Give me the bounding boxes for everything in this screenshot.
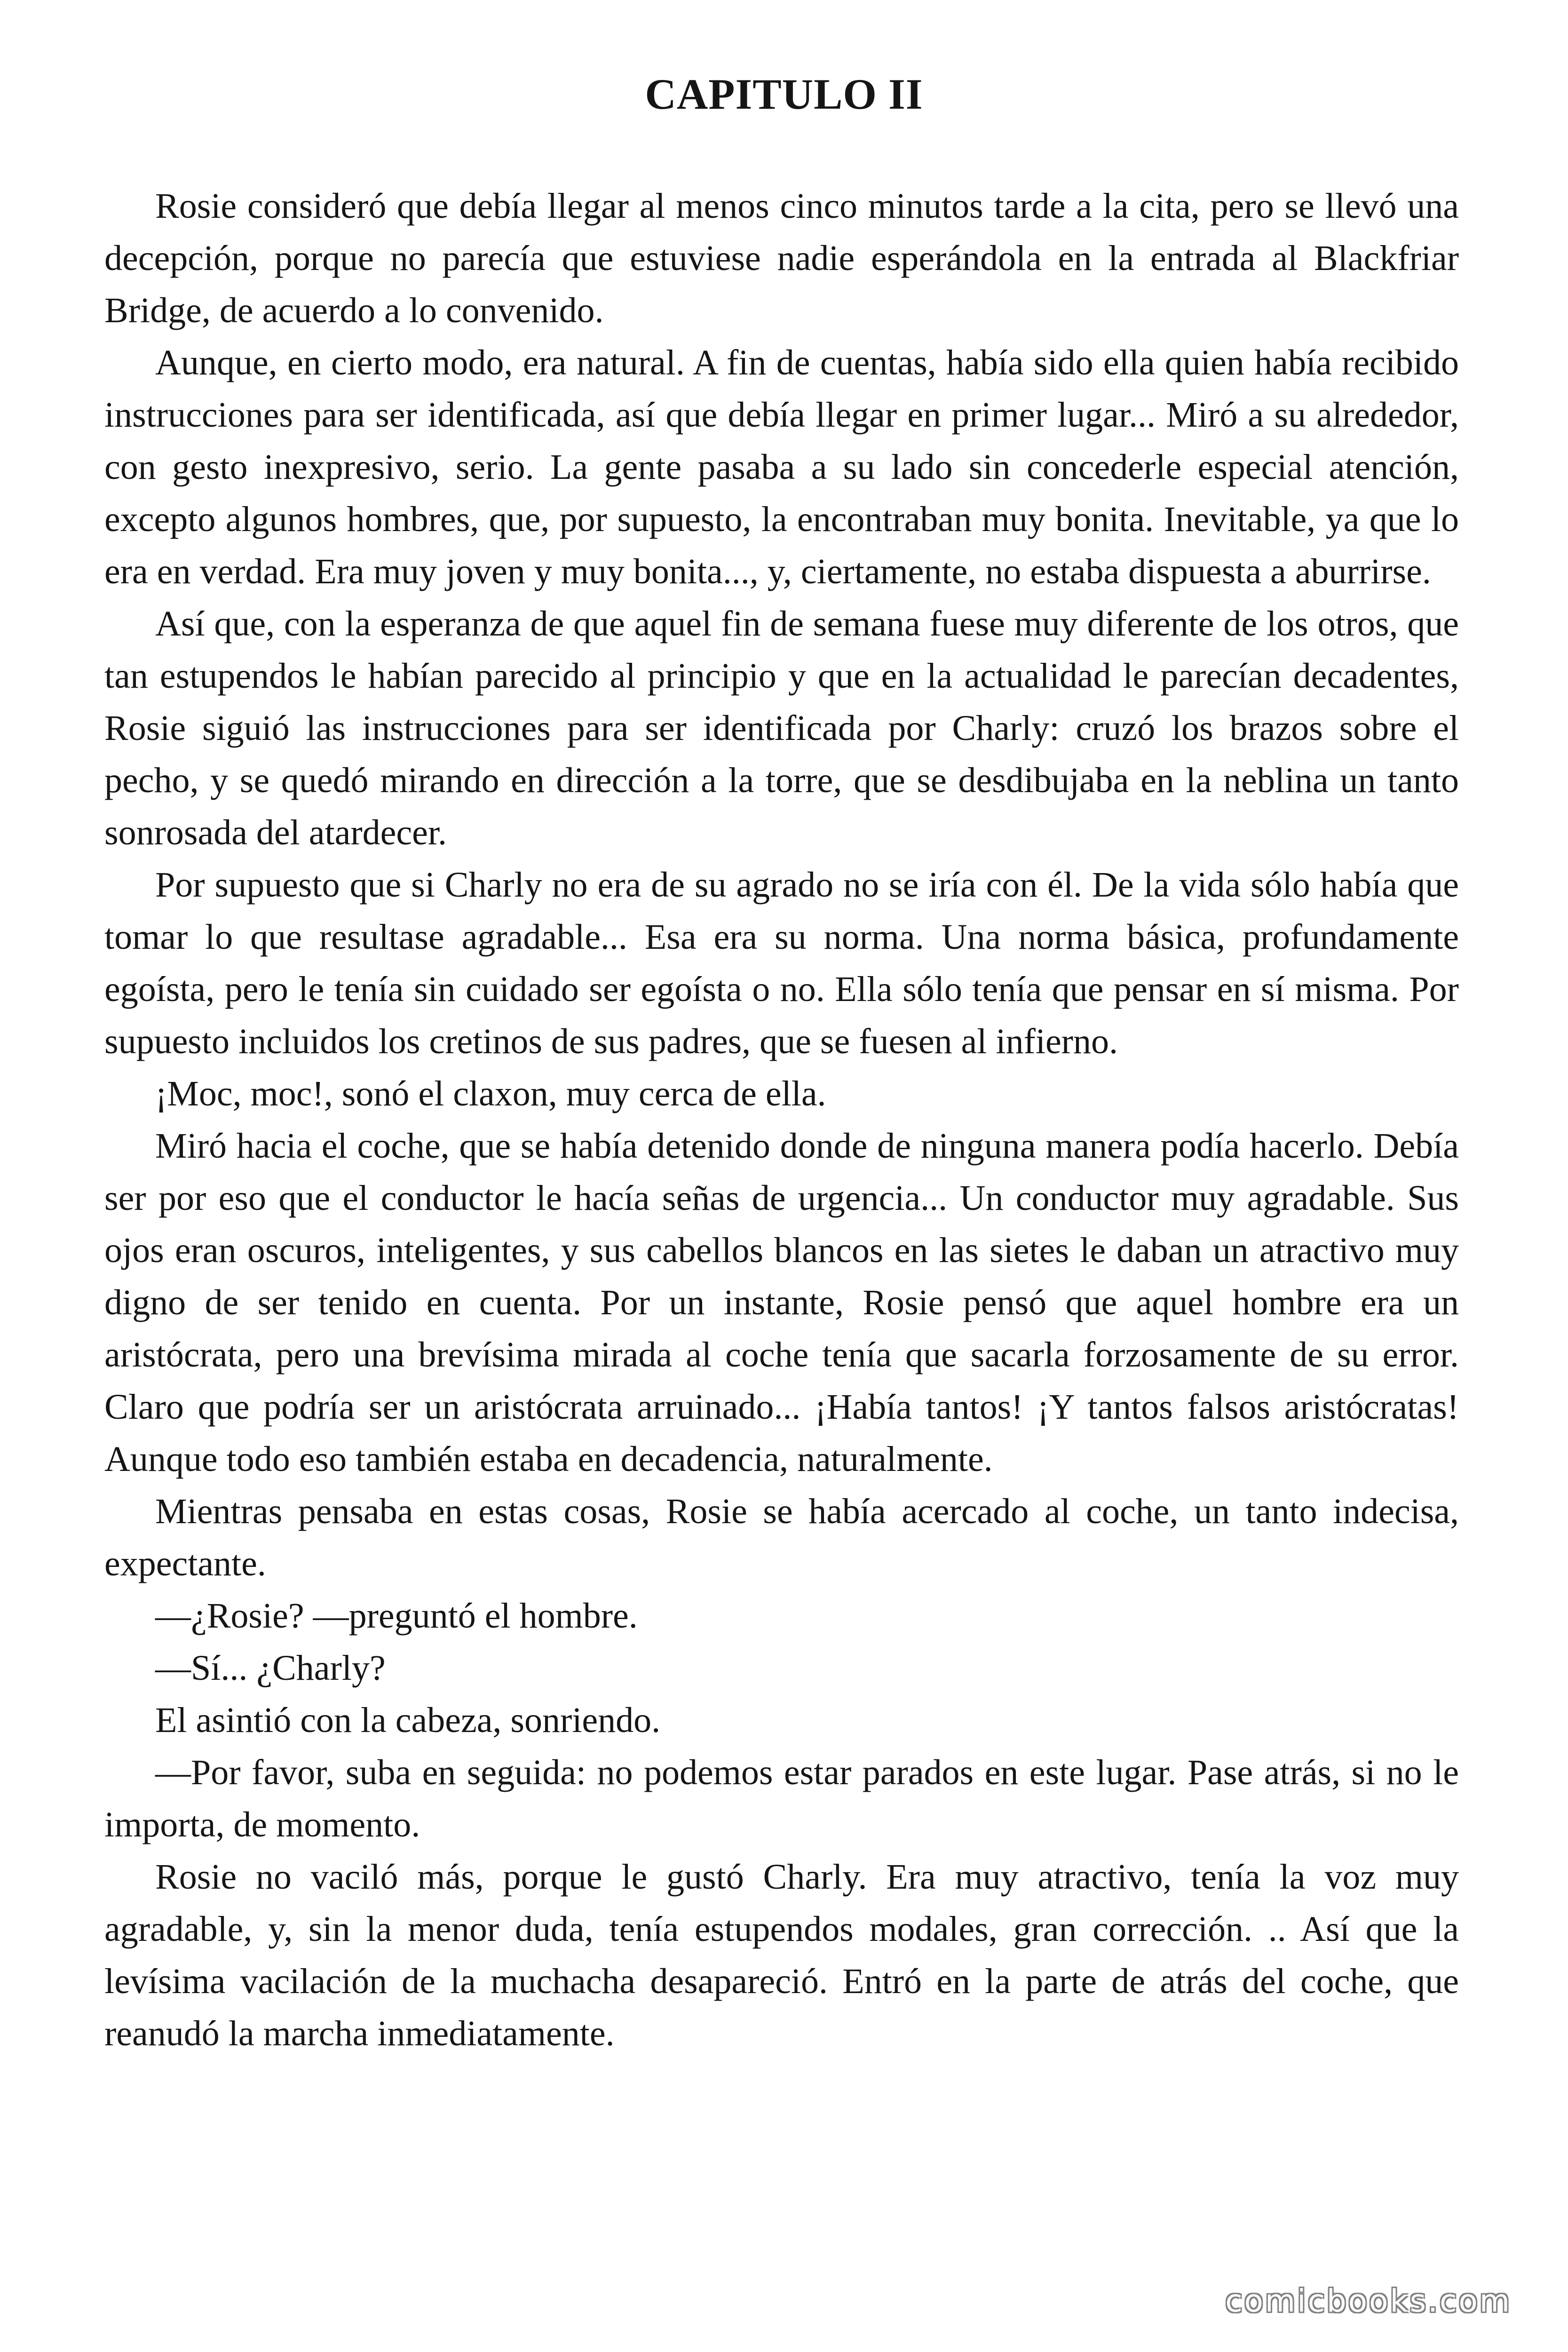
paragraph: Mientras pensaba en estas cosas, Rosie se había acercado al coche, un tanto indecisa, expectante.: [104, 1492, 1459, 1583]
paragraph: Por supuesto que si Charly no era de su agrado no se iría con él. De la vida sólo había que tomar lo que resultase agradable... Esa era su norma. Una norma básica, profundamente egoísta, pero le tenía sin cuidado ser egoísta o no. Ella sólo tenía que pensar en sí misma. Por supuesto incluidos los cretinos de sus padres, que se fuesen al infierno.: [104, 865, 1459, 1061]
chapter-title: CAPITULO II: [645, 70, 923, 118]
paragraph: ¡Moc, moc!, sonó el claxon, muy cerca de ella.: [155, 1074, 826, 1113]
paragraph: Rosie consideró que debía llegar al menos cinco minutos tarde a la cita, pero se llevó una decepción, porque no parecía que estuviese nadie esperándola en la entrada al Blackfriar Bridge, de acuerdo a lo convenido.: [104, 186, 1459, 330]
paragraph: Rosie no vaciló más, porque le gustó Charly. Era muy atractivo, tenía la voz muy agradable, y, sin la menor duda, tenía estupendos modales, gran corrección. .. Así que la levísima vacilación de la muchacha desapareció. Entró en la parte de atrás del coche, que reanudó la marcha inmediatamente.: [104, 1857, 1459, 2053]
paragraph: Así que, con la esperanza de que aquel fin de semana fuese muy diferente de los otros, que tan estupendos le habían parecido al principio y que en la actualidad le parecían decadentes, Rosie siguió las instrucciones para ser identificada por Charly: cruzó los brazos sobre el pecho, y se quedó mirando en dirección a la torre, que se desdibujaba en la neblina un tanto sonrosada del atardecer.: [104, 604, 1459, 852]
watermark: comicbooks.com: [1225, 2283, 1512, 2319]
paragraph: —Por favor, suba en seguida: no podemos estar parados en este lugar. Pase atrás, si no le importa, de momento.: [104, 1753, 1459, 1844]
chapter-body: [104, 180, 1459, 2060]
paragraph: —Sí... ¿Charly?: [155, 1648, 386, 1688]
paragraph: —¿Rosie? —preguntó el hombre.: [155, 1596, 638, 1636]
paragraph: El asintió con la cabeza, sonriendo.: [155, 1700, 661, 1740]
paragraph: Aunque, en cierto modo, era natural. A fin de cuentas, había sido ella quien había recibido instrucciones para ser identificada, así que debía llegar en primer lugar... Miró a su alrededor, con gesto inexpresivo, serio. La gente pasaba a su lado sin concederle especial atención, excepto algunos hombres, que, por supuesto, la encontraban muy bonita. Inevitable, ya que lo era en verdad. Era muy joven y muy bonita..., y, ciertamente, no estaba dispuesta a aburrirse.: [104, 343, 1459, 591]
paragraph: Miró hacia el coche, que se había detenido donde de ninguna manera podía hacerlo. Debía ser por eso que el conductor le hacía señas de urgencia... Un conductor muy agradable. Sus ojos eran oscuros, inteligentes, y sus cabellos blancos en las sietes le daban un atractivo muy digno de ser tenido en cuenta. Por un instante, Rosie pensó que aquel hombre era un aristócrata, pero una brevísima mirada al coche tenía que sacarla forzosamente de su error. Claro que podría ser un aristócrata arruinado... ¡Había tantos! ¡Y tantos falsos aristócratas! Aunque todo eso también estaba en decadencia, naturalmente.: [104, 1126, 1459, 1479]
